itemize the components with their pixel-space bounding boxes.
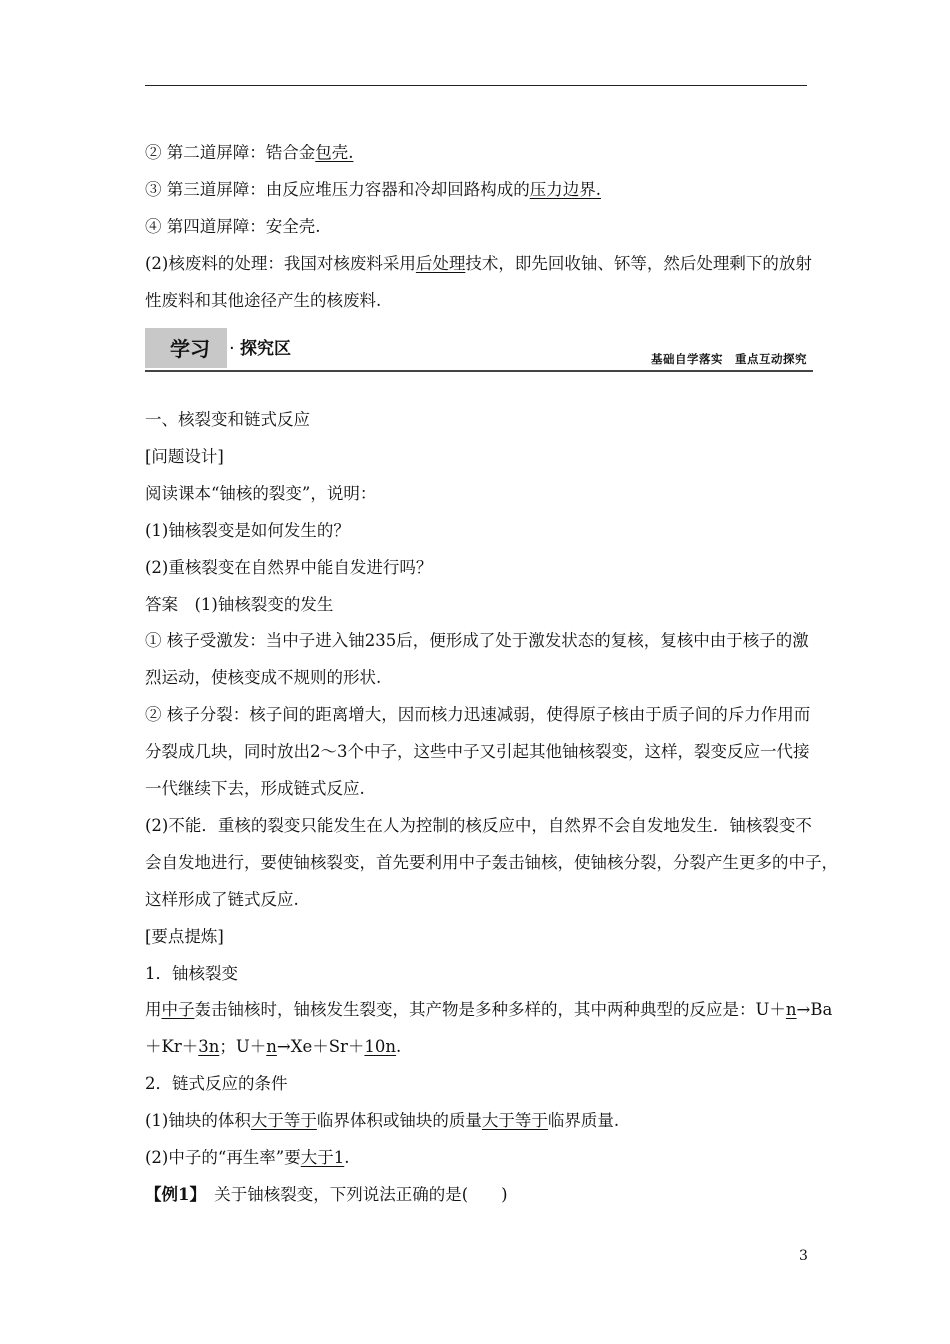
body-text-line (145, 1072, 288, 1096)
underlined-answer: 大于1 (300, 1148, 345, 1167)
body-text-line (145, 1109, 619, 1133)
text-run: 会自发地进行，要使铀核裂变，首先要利用中子轰击铀核，使铀核分裂，分裂产生更多的中子， (145, 853, 838, 872)
underlined-answer: 10n (364, 1037, 397, 1056)
text-run: [问题设计] (145, 447, 224, 466)
body-text-line (145, 740, 810, 764)
text-run: . (344, 1148, 350, 1167)
body-text-line (145, 1183, 508, 1207)
underlined-answer: 中子 (161, 1000, 195, 1019)
text-line (145, 178, 601, 202)
body-text-line (145, 1035, 401, 1059)
text-run: 用 (145, 1000, 162, 1019)
underlined-answer: 包壳. (315, 143, 354, 162)
text-run: 技术，即先回收铀、钚等，然后处理剩下的放射 (465, 254, 812, 273)
body-text-line (145, 851, 838, 875)
body-text-line (145, 556, 432, 580)
banner-dot: · (229, 338, 235, 359)
text-run: 阅读课本“铀核的裂变”，说明： (145, 484, 377, 503)
banner-title-main: 学习 (170, 337, 210, 361)
underlined-answer: n (266, 1037, 277, 1056)
text-run: 烈运动，使核变成不规则的形状. (145, 668, 382, 687)
body-text-line (145, 445, 224, 469)
body-text-line (145, 814, 812, 838)
text-run: (1)铀块的体积 (145, 1111, 251, 1130)
text-run: 关于铀核裂变，下列说法正确的是( ) (197, 1185, 508, 1204)
text-run: 一代继续下去，形成链式反应. (145, 779, 365, 798)
text-run: . (396, 1037, 402, 1056)
text-run: ② 核子分裂：核子间的距离增大，因而核力迅速减弱，使得原子核由于质子间的斥力作用而 (145, 705, 811, 724)
text-run: 答案 (1)铀核裂变的发生 (145, 595, 334, 614)
body-text-line (145, 703, 810, 727)
text-run: 这样形成了链式反应. (145, 890, 299, 909)
text-run: →Ba (796, 1000, 833, 1019)
text-run: ；U＋ (219, 1037, 267, 1056)
underlined-answer: 大于等于 (481, 1111, 548, 1130)
body-text-line (145, 593, 333, 617)
body-text-line (145, 408, 310, 432)
text-run: ④ 第四道屏障：安全壳. (145, 217, 321, 236)
body-text-line (145, 925, 224, 949)
text-run: (2)中子的“再生率”要 (145, 1148, 301, 1167)
body-text-line (145, 519, 350, 543)
text-run: ③ 第三道屏障：由反应堆压力容器和冷却回路构成的 (145, 180, 530, 199)
text-run: 1．铀核裂变 (145, 964, 238, 983)
text-run: →Xe＋Sr＋ (276, 1037, 365, 1056)
text-run: (2)重核裂变在自然界中能自发进行吗？ (145, 558, 433, 577)
text-run: (2)不能．重核的裂变只能发生在人为控制的核反应中，自然界不会自发地发生．铀核裂变不 (145, 816, 812, 835)
underlined-answer: 压力边界. (529, 180, 601, 199)
underlined-answer: 大于等于 (250, 1111, 317, 1130)
text-run: 性废料和其他途径产生的核废料. (145, 291, 382, 310)
banner-right-text: 基础自学落实 重点互动探究 (651, 352, 807, 366)
text-run: (1)铀核裂变是如何发生的？ (145, 521, 350, 540)
body-text-line (145, 666, 381, 690)
body-text-line (145, 962, 238, 986)
text-line (145, 289, 381, 313)
text-run: 临界质量. (547, 1111, 620, 1130)
underlined-answer: n (785, 1000, 797, 1019)
text-line (145, 141, 354, 165)
text-run: 2．链式反应的条件 (145, 1074, 288, 1093)
text-run: 轰击铀核时，铀核发生裂变，其产物是多种多样的，其中两种典型的反应是：U＋ (194, 1000, 786, 1019)
page-number: 3 (799, 1248, 808, 1264)
body-text-line (145, 998, 832, 1022)
banner-rule (145, 370, 813, 372)
body-text-line (145, 482, 376, 506)
text-run: (2)核废料的处理：我国对核废料采用 (145, 254, 416, 273)
section-banner (145, 328, 813, 372)
banner-title-sub: 探究区 (240, 339, 291, 359)
example-label: 【例1】 (145, 1185, 198, 1204)
text-line (145, 252, 812, 276)
text-run: ＋Kr＋ (145, 1037, 199, 1056)
text-run: [要点提炼] (145, 927, 224, 946)
text-run: ① 核子受激发：当中子进入铀235后，便形成了处于激发状态的复核，复核中由于核子的激 (145, 631, 809, 650)
header-rule (145, 85, 807, 86)
text-line (145, 215, 321, 239)
text-run: 一、核裂变和链式反应 (145, 410, 310, 429)
underlined-answer: 后处理 (415, 254, 466, 273)
body-text-line (145, 777, 365, 801)
text-run: ② 第二道屏障：锆合金 (145, 143, 316, 162)
body-text-line (145, 629, 809, 653)
underlined-answer: 3n (198, 1037, 220, 1056)
text-run: 分裂成几块，同时放出2～3个中子，这些中子又引起其他铀核裂变，这样，裂变反应一代接 (145, 742, 810, 761)
text-run: 临界体积或铀块的质量 (316, 1111, 482, 1130)
body-text-line (145, 1146, 350, 1170)
body-text-line (145, 888, 299, 912)
